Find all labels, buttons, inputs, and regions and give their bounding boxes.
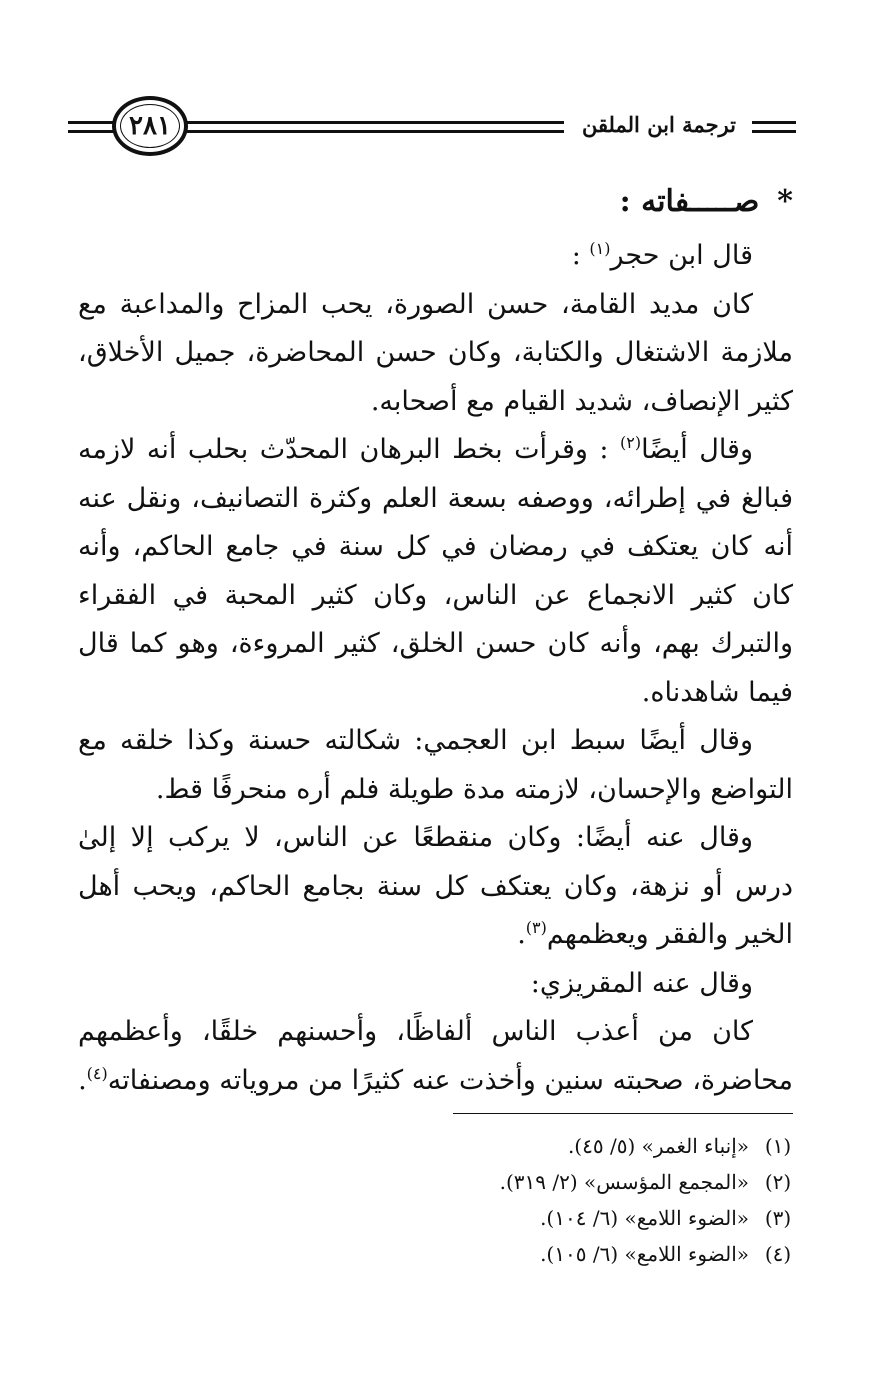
footnote-4: (٤) «الضوء اللامع» (٦/ ١٠٥). bbox=[540, 1242, 792, 1266]
asterisk-icon: * bbox=[777, 183, 793, 219]
paragraph-5: وقال عنه أيضًا: وكان منقطعًا عن الناس، لا يركب إلا إلىٰ درس أو نزهة، وكان يعتكف كل سنة بجامع الحاكم، ويحب أهل الخير والفقر ويعظمهم$^{(٣)}$. bbox=[78, 822, 793, 950]
footnote-ref-4: (٤) bbox=[86, 1063, 108, 1083]
footnote-ref-1: (١) bbox=[589, 239, 611, 258]
page-number-badge bbox=[112, 96, 188, 156]
paragraph-4: وقال أيضًا سبط ابن العجمي: شكالته حسنة وكذا خلقه مع التواضع والإحسان، لازمته مدة طويلة فلم أره منحرفًا قط. bbox=[78, 725, 793, 805]
footnotes bbox=[78, 1128, 793, 1272]
footnote-ref-2: (٢) bbox=[619, 433, 642, 452]
footnote-2: (٢) «المجمع المؤسس» (٢/ ٣١٩). bbox=[499, 1170, 792, 1194]
section-heading bbox=[78, 180, 793, 222]
page-header bbox=[68, 96, 796, 160]
paragraph-2: كان مديد القامة، حسن الصورة، يحب المزاح والمداعبة مع ملازمة الاشتغال والكتابة، وكان حسن المحاضرة، جميل الأخلاق، كثير الإنصاف، شديد القيام مع أصحابه. bbox=[78, 288, 793, 417]
footnote-divider bbox=[453, 1113, 793, 1114]
paragraph-6: وقال عنه المقريزي: bbox=[530, 967, 753, 999]
header-rule-middle bbox=[180, 121, 564, 133]
footnote-1: (١) «إنباء الغمر» (٥/ ٤٥). bbox=[567, 1134, 792, 1158]
paragraph-7: كان من أعذب الناس ألفاظًا، وأحسنهم خلقًا، وأعظمهم محاضرة، صحبته سنين وأخذت عنه كثيرًا من مروياته ومصنفاته$^{(٤)}$. bbox=[78, 1016, 793, 1096]
section-title: صـــــفاته : bbox=[619, 183, 760, 219]
paragraph-1: قال ابن حجر$^{(١)}$ : bbox=[571, 239, 753, 271]
header-rule-right bbox=[752, 121, 796, 133]
page-number: ٢٨١ bbox=[129, 111, 171, 141]
footnote-3: (٣) «الضوء اللامع» (٦/ ١٠٤). bbox=[540, 1206, 792, 1230]
footnote-ref-3: (٣) bbox=[525, 918, 547, 937]
running-title: ترجمة ابن الملقن bbox=[581, 112, 736, 137]
page-body bbox=[78, 180, 793, 1105]
paragraph-3: وقال أيضًا$^{(٢)}$ : وقرأت بخط البرهان المحدّث بحلب أنه لازمه فبالغ في إطرائه، ووصفه بسعة العلم وكثرة التصانيف، ونقل عنه أنه كان يعتكف في رمضان في كل سنة في جامع الحاكم، وأنه كان كثير الانجماع عن الناس، وكان كثير المحبة في الفقراء والتبرك بهم، وأنه كان حسن الخلق، كثير المروءة، وهو كما قال فيما شاهدناه. bbox=[78, 433, 794, 708]
